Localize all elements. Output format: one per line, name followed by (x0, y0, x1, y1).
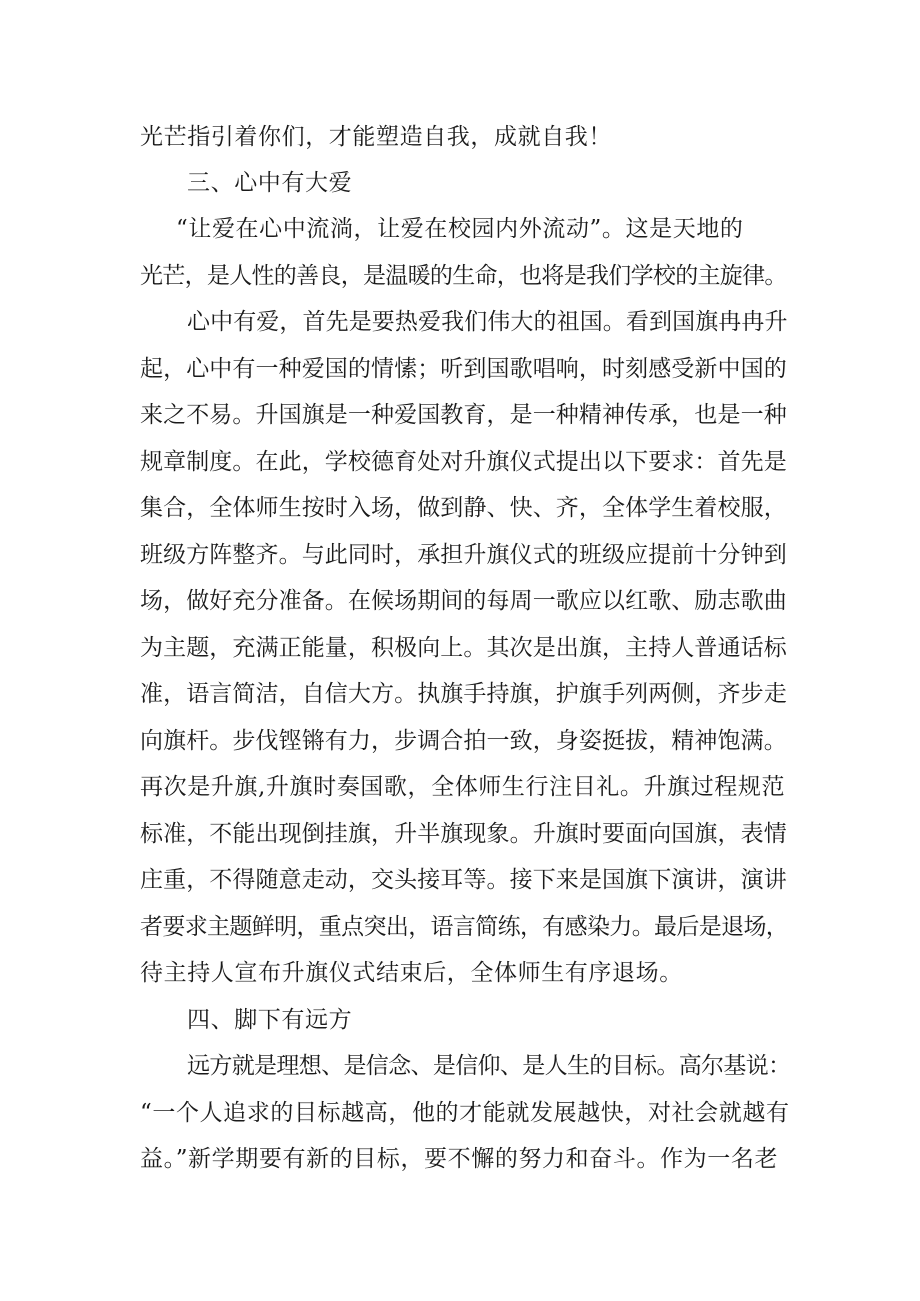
text-line: 起，心中有一种爱国的情愫；听到国歌唱响，时刻感受新中国的 (140, 356, 787, 382)
text-line: 光芒指引着你们，才能塑造自我，成就自我！ (140, 124, 612, 150)
section-heading: 四、脚下有远方 (187, 1007, 353, 1033)
text-line: 光芒，是人性的善良，是温暖的生命，也将是我们学校的主旋律。 (140, 263, 787, 289)
text-line: 庄重，不得随意走动，交头接耳等。接下来是国旗下演讲，演讲 (140, 867, 787, 893)
text-line: 心中有爱，首先是要热爱我们伟大的祖国。看到国旗冉冉升 (187, 309, 788, 335)
text-line: 益。”新学期要有新的目标，要不懈的努力和奋斗。作为一名老 (140, 1146, 779, 1172)
text-line: 为主题，充满正能量，积极向上。其次是出旗，主持人普通话标 (140, 635, 787, 661)
text-line: 向旗杆。步伐铿锵有力，步调合拍一致，身姿挺拔，精神饱满。 (140, 728, 787, 754)
text-line: “让爱在心中流淌，让爱在校园内外流动”。这是天地的 (176, 216, 744, 242)
text-line: 待主持人宣布升旗仪式结束后，全体师生有序退场。 (140, 960, 683, 986)
text-line: 集合，全体师生按时入场，做到静、快、齐，全体学生着校服， (140, 495, 787, 521)
text-line: 准，语言简洁，自信大方。执旗手持旗，护旗手列两侧，齐步走 (140, 681, 787, 707)
text-line: 来之不易。升国旗是一种爱国教育，是一种精神传承，也是一种 (140, 402, 787, 428)
text-line: 者要求主题鲜明，重点突出，语言简练，有感染力。最后是退场， (140, 914, 789, 940)
text-line: 远方就是理想、是信念、是信仰、是人生的目标。高尔基说： (187, 1053, 791, 1079)
text-line: 场，做好充分准备。在候场期间的每周一歌应以红歌、励志歌曲 (140, 588, 787, 614)
text-line: “一个人追求的目标越高，他的才能就发展越快，对社会就越有 (140, 1100, 790, 1126)
section-heading: 三、心中有大爱 (187, 170, 353, 196)
text-line: 规章制度。在此，学校德育处对升旗仪式提出以下要求：首先是 (140, 449, 787, 475)
text-line: 再次是升旗,升旗时奏国歌，全体师生行注目礼。升旗过程规范 (140, 774, 786, 800)
text-line: 班级方阵整齐。与此同时，承担升旗仪式的班级应提前十分钟到 (140, 542, 787, 568)
text-line: 标准，不能出现倒挂旗，升半旗现象。升旗时要面向国旗，表情 (140, 821, 787, 847)
